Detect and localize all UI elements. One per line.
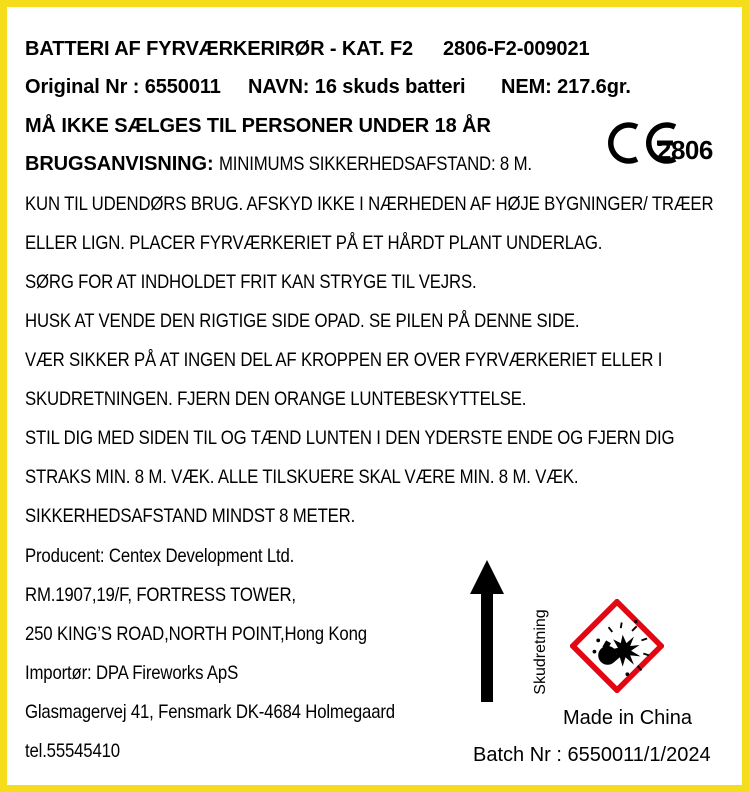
product-name: NAVN: 16 skuds batteri <box>248 76 466 98</box>
explosive-hazard-icon <box>570 599 664 693</box>
producer-address-2: 250 KING’S ROAD,NORTH POINT,Hong Kong <box>25 623 367 645</box>
instruction-line: ELLER LIGN. PLACER FYRVÆRKERIET PÅ ET HÅRDT PLANT UNDERLAG. <box>25 232 603 254</box>
arrow-up-icon <box>470 560 504 702</box>
importer-address: Glasmagervej 41, Fensmark DK-4684 Holmegaard <box>25 701 395 723</box>
original-number: Original Nr : 6550011 <box>25 76 221 98</box>
importer-phone: tel.55545410 <box>25 740 120 762</box>
batch-number: Batch Nr : 6550011/1/2024 <box>473 744 711 766</box>
product-code: 2806-F2-009021 <box>443 38 590 60</box>
instruction-line: VÆR SIKKER PÅ AT INGEN DEL AF KROPPEN ER OVER FYRVÆRKERIET ELLER I <box>25 349 663 371</box>
usage-line <box>25 153 583 176</box>
minimum-safety-distance: MINIMUMS SIKKERHEDSAFSTAND: 8 M. <box>218 153 532 175</box>
producer-name: Producent: Centex Development Ltd. <box>25 545 295 567</box>
usage-heading: BRUGSANVISNING: <box>25 153 214 175</box>
product-title: BATTERI AF FYRVÆRKERIRØR - KAT. F2 <box>25 38 414 60</box>
net-explosive-mass: NEM: 217.6gr. <box>501 76 631 98</box>
instruction-line: KUN TIL UDENDØRS BRUG. AFSKYD IKKE I NÆRHEDEN AF HØJE BYGNINGER/ TRÆER <box>25 193 714 215</box>
instruction-line: SØRG FOR AT INDHOLDET FRIT KAN STRYGE TIL VEJRS. <box>25 271 477 293</box>
made-in-label: Made in China <box>563 707 692 729</box>
instruction-line: STRAKS MIN. 8 M. VÆK. ALLE TILSKUERE SKAL VÆRE MIN. 8 M. VÆK. <box>25 466 579 488</box>
producer-address-1: RM.1907,19/F, FORTRESS TOWER, <box>25 584 296 606</box>
shooting-direction-label: Skudretning <box>532 609 549 695</box>
age-warning: MÅ IKKE SÆLGES TIL PERSONER UNDER 18 ÅR <box>25 115 491 137</box>
importer-name: Importør: DPA Fireworks ApS <box>25 662 239 684</box>
instruction-line: SKUDRETNINGEN. FJERN DEN ORANGE LUNTEBESKYTTELSE. <box>25 388 527 410</box>
instruction-line: SIKKERHEDSAFSTAND MINDST 8 METER. <box>25 505 356 527</box>
notified-body-number: 2806 <box>657 135 713 165</box>
instruction-line: HUSK AT VENDE DEN RIGTIGE SIDE OPAD. SE PILEN PÅ DENNE SIDE. <box>25 310 580 332</box>
instruction-line: STIL DIG MED SIDEN TIL OG TÆND LUNTEN I DEN YDERSTE ENDE OG FJERN DIG <box>25 427 675 449</box>
